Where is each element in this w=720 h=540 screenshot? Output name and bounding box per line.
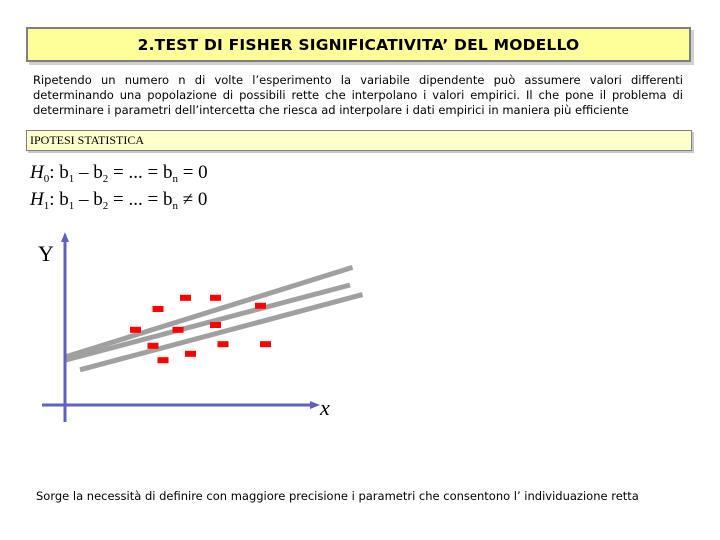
data-point-6 bbox=[180, 295, 191, 301]
x-axis-label: x bbox=[320, 395, 330, 420]
data-point-11 bbox=[255, 303, 266, 309]
intro-paragraph: Ripetendo un numero n di volte l’esperimento la variabile dipendente può assumere valori differenti determinando una popolazione di possibili rette che interpolano i valori empirici. Il che pone il problema di determinare i parametri dell’intercetta che riesca ad interpolare i dati empirici in maniera più efficiente bbox=[33, 73, 683, 117]
regression-line-1 bbox=[65, 267, 353, 357]
data-point-5 bbox=[173, 327, 184, 333]
y-axis-label: Y bbox=[38, 241, 54, 266]
data-point-9 bbox=[210, 322, 221, 328]
data-point-12 bbox=[260, 341, 271, 347]
data-point-3 bbox=[153, 306, 164, 312]
y-axis-arrow bbox=[61, 232, 69, 242]
x-axis-arrow bbox=[310, 401, 320, 409]
data-point-4 bbox=[158, 357, 169, 363]
regression-line-2 bbox=[65, 285, 350, 360]
footer-text: Sorge la necessità di definire con maggiore precisione i parametri che consentono l’ individuazione retta bbox=[36, 489, 639, 503]
data-point-7 bbox=[185, 351, 196, 357]
null-hypothesis: $H_0$: $b_1 - b_2$ = ... = $b_n = 0$ bbox=[30, 162, 208, 185]
alternative-hypothesis: $H_1$: $b_1 - b_2$ = ... = $b_n \ne 0$ bbox=[30, 189, 208, 212]
data-point-1 bbox=[130, 327, 141, 333]
hypothesis-heading: IPOTESI STATISTICA bbox=[26, 130, 692, 151]
data-point-8 bbox=[210, 295, 221, 301]
slide-title: 2.TEST DI FISHER SIGNIFICATIVITA’ DEL MODELLO bbox=[26, 27, 691, 62]
data-point-10 bbox=[218, 341, 229, 347]
data-point-2 bbox=[148, 343, 159, 349]
